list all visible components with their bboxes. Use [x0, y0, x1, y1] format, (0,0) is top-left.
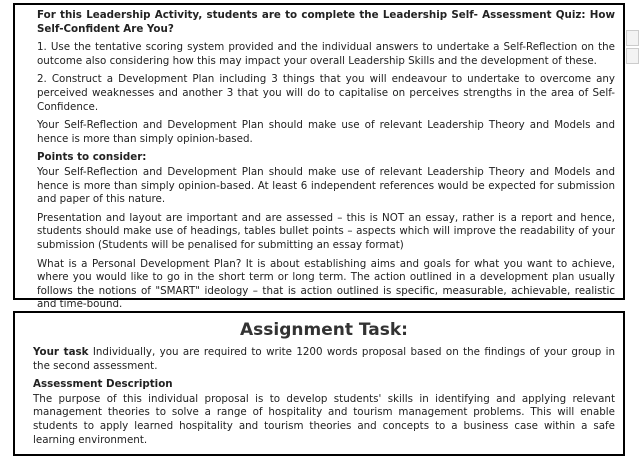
leadership-activity-box [13, 3, 625, 311]
page-edge-tab-icon [626, 30, 639, 46]
task-label: Your task [33, 346, 89, 358]
reflection-note: Your Self-Reflection and Development Plan should make use of relevant Leadership Theory and Models and hence is more than simply opinion-based. [37, 119, 615, 145]
assignment-title: Assignment Task: [240, 320, 408, 340]
activity-heading: For this Leadership Activity, students are to complete the Leadership Self- Assessment Quiz: How Self-Confident Are You? [37, 9, 615, 35]
consider-paragraph-1: Your Self-Reflection and Development Plan should make use of relevant Leadership Theory and Models and hence is more than simply opinion-based. At least 6 independent references would be expected for submission and paper of this nature. [37, 165, 615, 206]
consider-paragraph-2: Presentation and layout are important and are assessed – this is NOT an essay, rather is a report and hence, students should make use of headings, tables bullet points – aspects which will improve the readability of your submission (Students will be penalised for submitting an essay format) [37, 211, 615, 251]
page-edge-tab-icon [626, 48, 639, 64]
task-text: Individually, you are required to write 1200 words proposal based on the findings of your group in the second assessment. [33, 346, 615, 372]
assignment-task-box [13, 311, 625, 456]
assessment-description-heading: Assessment Description [33, 378, 173, 391]
points-heading: Points to consider: [37, 151, 147, 164]
task-paragraph [33, 346, 615, 373]
consider-paragraph-3: What is a Personal Development Plan? It is about establishing aims and goals for what you want to achieve, where you would like to go in the short term or long term. The action outlined in a development plan usually follows the notions of "SMART" ideology – that is action outlined is specific, measurable, achievable, realistic and time-bound. [37, 257, 615, 311]
activity-point-2: 2. Construct a Development Plan including 3 things that you will endeavour to undertake to overcome any perceived weaknesses and another 3 that you will do to capitalise on perceives strengths in the area of Self- Confidence. [37, 73, 615, 113]
activity-point-1: 1. Use the tentative scoring system provided and the individual answers to undertake a Self-Reflection on the outcome also considering how this may impact your overall Leadership Skills and the development of these. [37, 41, 615, 67]
assessment-description: The purpose of this individual proposal is to develop students' skills in identifying and applying relevant management theories to solve a range of hospitality and tourism management problems. This will enable students to apply learned hospitality and tourism theories and concepts to a business case within a safe learning environment. [33, 392, 615, 446]
